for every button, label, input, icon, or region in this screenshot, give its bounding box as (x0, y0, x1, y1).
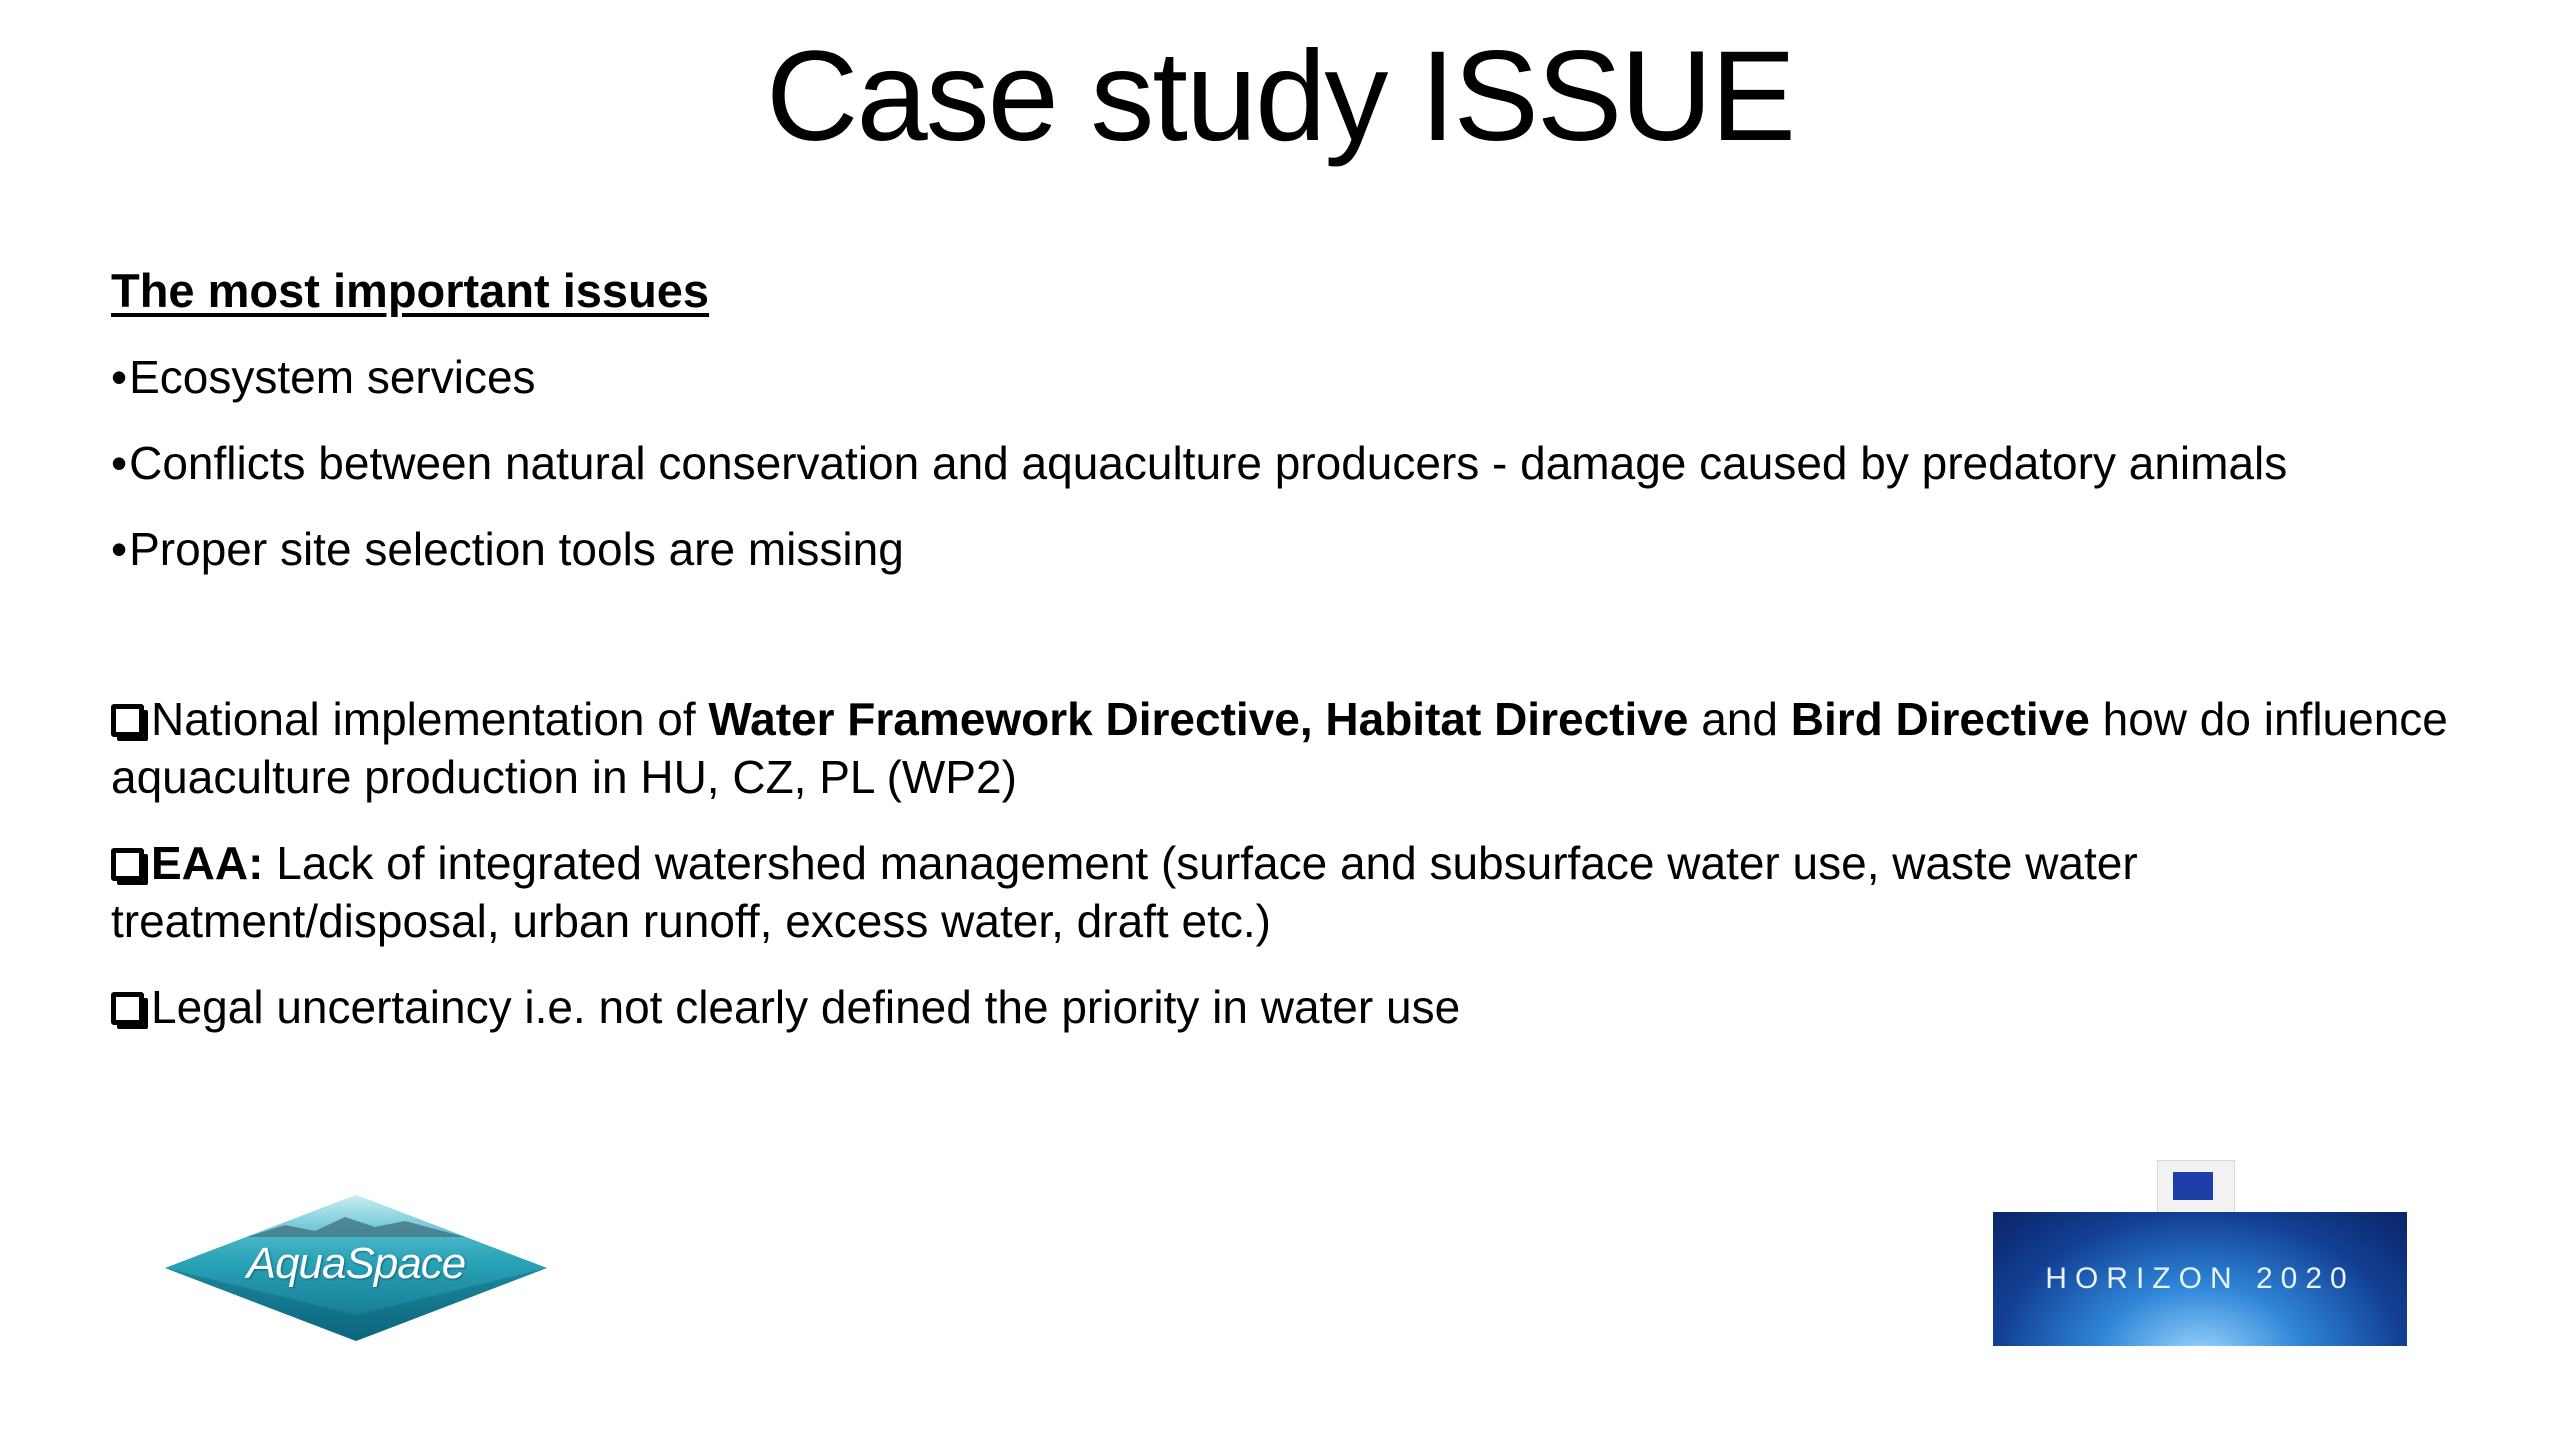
checklist-text: how do influence aquaculture production in HU, CZ, PL (WP2) (111, 693, 2448, 803)
bullet-item (111, 520, 2491, 578)
horizon-logo-text: HORIZON 2020 (2045, 1262, 2355, 1295)
bullet-dot-icon: • (111, 437, 128, 489)
slide-content (111, 262, 2491, 1064)
bullet-dot-icon: • (111, 351, 128, 403)
bullet-text: Proper site selection tools are missing (129, 523, 904, 575)
checklist-item-directives (111, 690, 2491, 806)
checklist-bold-text: Water Framework Directive, Habitat Directive (708, 693, 1689, 745)
checklist-bold-text: Bird Directive (1790, 693, 2090, 745)
checklist-text: Lack of integrated watershed management (surface and subsurface water use, waste water treatment/disposal, urban runoff, excess water, draft etc.) (111, 837, 2138, 947)
checklist-text: Legal uncertaincy i.e. not clearly defined the priority in water use (151, 981, 1461, 1033)
bullet-dot-icon: • (111, 523, 128, 575)
checklist-text: National implementation of (151, 693, 709, 745)
bullet-item (111, 348, 2491, 406)
spacer (111, 606, 2491, 690)
aquaspace-logo-text: AquaSpace (246, 1239, 466, 1288)
checkbox-icon (111, 992, 144, 1025)
checklist-item-eaa (111, 834, 2491, 950)
horizon-banner (1993, 1212, 2407, 1346)
checklist-item-legal (111, 978, 2491, 1036)
bullet-text: Conflicts between natural conservation and aquaculture producers - damage caused by predatory animals (129, 437, 2288, 489)
checklist-text: and (1688, 693, 1791, 745)
checklist-bold-text: EAA: (151, 837, 264, 889)
checkbox-icon (111, 848, 144, 881)
checkbox-icon (111, 704, 144, 737)
bullet-text: Ecosystem services (129, 351, 536, 403)
slide-title: Case study ISSUE (766, 25, 1794, 168)
horizon-2020-logo (1993, 1160, 2407, 1346)
issues-heading: The most important issues (111, 264, 710, 317)
bullet-item (111, 434, 2491, 492)
eu-flag-icon (2173, 1172, 2213, 1200)
aquaspace-logo (165, 1195, 547, 1341)
